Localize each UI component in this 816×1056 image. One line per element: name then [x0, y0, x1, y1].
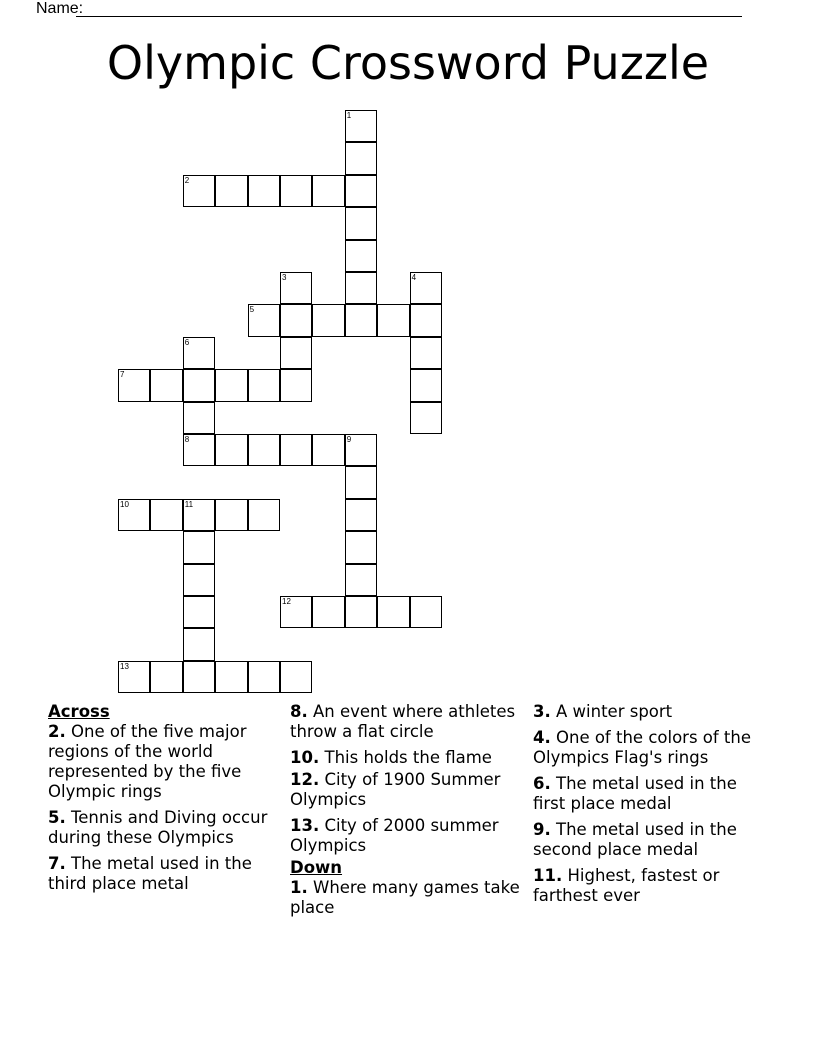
grid-cell[interactable] [215, 661, 247, 693]
clue-down-6: 6. The metal used in the first place medal [533, 774, 737, 813]
clues-column-3 [533, 702, 773, 912]
clue-down-1: 1. Where many games take place [290, 878, 520, 917]
cell-number: 4 [411, 273, 417, 282]
across-heading: Across [48, 702, 110, 721]
grid-cell[interactable] [345, 304, 377, 336]
grid-cell[interactable] [183, 337, 215, 369]
grid-cell[interactable] [345, 240, 377, 272]
grid-cell[interactable] [410, 304, 442, 336]
name-label: Name: [36, 0, 84, 17]
grid-cell[interactable] [248, 434, 280, 466]
grid-cell[interactable] [377, 596, 409, 628]
down-heading: Down [290, 858, 343, 877]
cell-number: 10 [120, 499, 129, 509]
grid-cell[interactable] [312, 175, 344, 207]
grid-cell[interactable] [183, 369, 215, 401]
grid-cell[interactable] [118, 499, 150, 531]
clue-down-4: 4. One of the colors of the Olympics Flag's rings [533, 728, 752, 767]
page-title: Olympic Crossword Puzzle [106, 36, 710, 90]
clues-column-2 [290, 702, 530, 924]
grid-cell[interactable] [410, 337, 442, 369]
cell-number: 8 [184, 435, 190, 444]
grid-cell[interactable] [410, 596, 442, 628]
grid-cell[interactable] [345, 466, 377, 498]
cell-number: 12 [282, 597, 291, 606]
grid-cell[interactable] [215, 175, 247, 207]
grid-cell[interactable] [248, 175, 280, 207]
clue-across-13: 13. City of 2000 summer Olympics [290, 816, 499, 855]
grid-cell[interactable] [280, 434, 312, 466]
grid-cell[interactable] [248, 304, 280, 336]
grid-cell[interactable] [312, 596, 344, 628]
grid-cell[interactable] [183, 499, 215, 531]
grid-cell[interactable] [215, 369, 247, 401]
cell-number: 11 [184, 499, 194, 509]
grid-cell[interactable] [248, 499, 280, 531]
grid-cell[interactable] [183, 175, 215, 207]
grid-cell[interactable] [248, 661, 280, 693]
grid-cell[interactable] [312, 434, 344, 466]
grid-cell[interactable] [183, 661, 215, 693]
grid-cell[interactable] [183, 434, 215, 466]
grid-cell[interactable] [280, 369, 312, 401]
grid-cell[interactable] [410, 272, 442, 304]
grid-cell[interactable] [312, 304, 344, 336]
clue-down-3: 3. A winter sport [533, 702, 673, 721]
clue-down-11: 11. Highest, fastest or farthest ever [533, 866, 720, 905]
grid-cell[interactable] [345, 499, 377, 531]
grid-cell[interactable] [280, 304, 312, 336]
cell-number: 1 [346, 111, 352, 120]
grid-cell[interactable] [150, 499, 182, 531]
grid-cell[interactable] [150, 661, 182, 693]
cell-number: 5 [249, 305, 255, 315]
grid-cell[interactable] [345, 142, 377, 174]
grid-cell[interactable] [183, 531, 215, 563]
grid-cell[interactable] [215, 499, 247, 531]
grid-cell[interactable] [280, 661, 312, 693]
grid-cell[interactable] [345, 175, 377, 207]
clue-across-12: 12. City of 1900 Summer Olympics [290, 770, 501, 809]
grid-cell[interactable] [410, 402, 442, 434]
cell-number: 13 [120, 661, 129, 671]
grid-cell[interactable] [280, 175, 312, 207]
grid-cell[interactable] [345, 272, 377, 304]
grid-cell[interactable] [345, 207, 377, 239]
grid-cell[interactable] [118, 661, 150, 693]
grid-cell[interactable] [280, 272, 312, 304]
grid-cell[interactable] [345, 596, 377, 628]
grid-cell[interactable] [150, 369, 182, 401]
cell-number: 9 [346, 435, 352, 444]
grid-cell[interactable] [183, 564, 215, 596]
clue-across-5: 5. Tennis and Diving occur during these Olympics [48, 808, 268, 847]
grid-cell[interactable] [280, 337, 312, 369]
grid-cell[interactable] [280, 596, 312, 628]
grid-cell[interactable] [345, 110, 377, 142]
grid-cell[interactable] [345, 564, 377, 596]
name-input-line[interactable] [76, 16, 742, 17]
grid-cell[interactable] [183, 628, 215, 660]
grid-cell[interactable] [410, 369, 442, 401]
grid-cell[interactable] [248, 369, 280, 401]
cell-number: 3 [282, 273, 287, 282]
grid-cell[interactable] [345, 531, 377, 563]
cell-number: 7 [120, 370, 125, 380]
grid-cell[interactable] [183, 402, 215, 434]
clue-down-9: 9. The metal used in the second place medal [533, 820, 737, 859]
clue-across-7: 7. The metal used in the third place metal [48, 854, 252, 893]
cell-number: 6 [184, 337, 190, 347]
grid-cell[interactable] [215, 434, 247, 466]
grid-cell[interactable] [118, 369, 150, 401]
grid-cell[interactable] [377, 304, 409, 336]
clue-across-10: 10. This holds the flame [290, 748, 492, 767]
grid-cell[interactable] [183, 596, 215, 628]
grid-cell[interactable] [345, 434, 377, 466]
cell-number: 2 [184, 175, 190, 185]
clue-across-2: 2. One of the five major regions of the world represented by the five Olympic rings [48, 722, 247, 801]
clues-column-1 [48, 702, 288, 900]
clue-across-8: 8. An event where athletes throw a flat circle [290, 702, 516, 741]
